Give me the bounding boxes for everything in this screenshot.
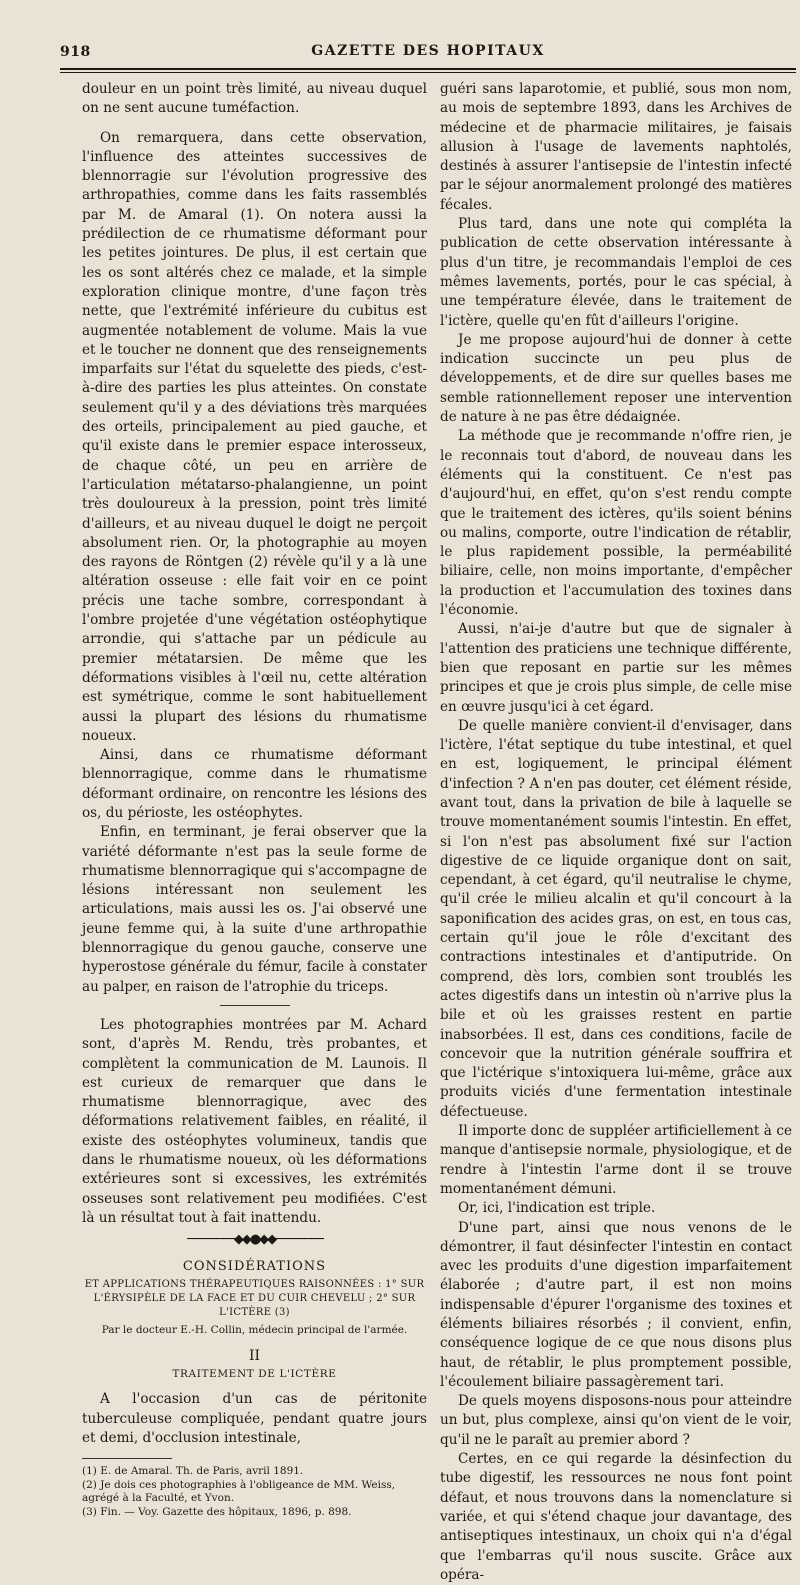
paragraph: De quels moyens disposons-nous pour atteindre un but, plus complexe, ainsi qu'on vient de le voir, qu'il ne le paraît au premier abord ?	[440, 1393, 792, 1448]
header-rule-bottom	[60, 72, 796, 73]
section-number: II	[248, 1348, 261, 1365]
paragraph: Les photographies montrées par M. Achard sont, d'après M. Rendu, très probantes, et complètent la communication de M. Launois. Il est curieux de remarquer que dans le rhumatisme blennorragique, avec des déformations relativement faibles, en réalité, il existe des ostéophytes volumineux, tandis que dans le rhumatisme noueux, où les déformations extérieures sont si excessives, les extrémités osseuses sont relativement peu modifiées. C'est là un résultat tout à fait inattendu.	[82, 1016, 427, 1226]
paragraph: Ainsi, dans ce rhumatisme déformant blennorragique, comme dans le rhumatisme déformant ordinaire, on rencontre les lésions des os, du périoste, les ostéophytes.	[82, 747, 427, 821]
paragraph: Aussi, n'ai-je d'autre but que de signaler à l'attention des praticiens une technique différente, bien que reposant en partie sur les mêmes principes et que je crois plus simple, de celle mise en œuvre jusqu'ici à cet égard.	[440, 621, 792, 715]
paragraph: Je me propose aujourd'hui de donner à cette indication succincte un peu plus de développements, et de dire sur quelles bases me semble rationnellement reposer une intervention de nature à ne pas être dédaignée.	[440, 331, 792, 426]
footnote: (3) Fin. — Voy. Gazette des hôpitaux, 1896, p. 898.	[82, 1505, 352, 1518]
paragraph: douleur en un point très limité, au niveau duquel on ne sent aucune tuméfaction.	[82, 81, 427, 117]
paragraph: Il importe donc de suppléer artificiellement à ce manque d'antisepsie normale, physiologique, et de rendre à l'intestin l'arme dont il se trouve momentanément démuni.	[440, 1123, 792, 1197]
section-author: Par le docteur E.-H. Collin, médecin principal de l'armée.	[101, 1324, 408, 1337]
section-title: CONSIDÉRATIONS	[182, 1259, 327, 1275]
paragraph: guéri sans laparotomie, et publié, sous mon nom, au mois de septembre 1893, dans les Archives de médecine et de pharmacie militaires, je faisais allusion à l'usage de lavements naphtolés, destinés à assurer l'antisepsie de l'intestin infecté par le séjour anormalement prolongé des matières fécales.	[440, 81, 792, 213]
running-title: GAZETTE DES HOPITAUX	[311, 43, 545, 59]
paragraph: Plus tard, dans une note qui compléta la publication de cette observation intéressante à plus d'un titre, je recommandais l'emploi de ces mêmes lavements, portés, pour le cas spécial, à une température élevée, dans le traitement de l'ictère, quelle qu'en fût d'ailleurs l'origine.	[440, 216, 792, 329]
footnote-rule	[82, 1458, 172, 1459]
page-number: 918	[60, 44, 91, 60]
footnote: (1) E. de Amaral. Th. de Paris, avril 1891.	[82, 1465, 304, 1478]
paragraph: Enfin, en terminant, je ferai observer que la variété déformante n'est pas la seule forme de rhumatisme blennorragique qui s'accompagne de lésions intéressant non seulement les articulations, mais aussi les os. J'ai observé une jeune femme qui, à la suite d'une arthropathie blennorragique du genou gauche, conserve une hyperostose générale du fémur, facile à constater au palper, en raison de l'atrophie du triceps.	[82, 824, 427, 995]
paragraph: La méthode que je recommande n'offre rien, je le reconnais tout d'abord, de nouveau dans les éléments qui la constituent. Ce n'est pas d'aujourd'hui, en effet, qu'on s'est rendu compte que le traitement des ictères, qu'ils soient bénins ou malins, comporte, outre l'indication de rétablir, le plus rapidement possible, la perméabilité biliaire, celle, non moins importante, d'empêcher la production et l'accumulation des toxines dans l'économie.	[440, 428, 792, 619]
ornament-divider: ────────◆◆●◆◆────────	[187, 1232, 322, 1248]
paragraph: De quelle manière convient-il d'envisager, dans l'ictère, l'état septique du tube intestinal, et quel en est, logiquement, le principal élément d'infection ? A n'en pas douter, cet élément réside, avant tout, dans la privation de bile à laquelle se trouve momentanément soumis l'intestin. En effet, si l'on n'est pas absolument fixé sur l'action digestive de ce liquide organique dont on sait, cependant, à cet égard, qu'il neutralise le chyme, qu'il crée le milieu alcalin et qu'il concourt à la saponification des acides gras, on est, en tous cas, certain qu'il joue le rôle d'excitant des contractions intestinales et d'antiputride. On comprend, dès lors, combien sont troublés les actes digestifs dans un intestin où n'arrive plus la bile et où les graisses restent en partie inabsorbées. Il est, dans ces conditions, facile de concevoir que la nutrition générale souffrira et que l'ictérique s'intoxiquera lui-même, grâce aux produits viciés d'une fermentation intestinale défectueuse.	[440, 717, 792, 1120]
header-rule-top	[60, 68, 796, 70]
left-column	[82, 80, 427, 1519]
paragraph: D'une part, ainsi que nous venons de le démontrer, il faut désinfecter l'intestin en contact avec les produits d'une digestion imparfaitement élaborée ; d'autre part, il est non moins indispensable d'épurer l'organisme des toxines et éléments biliaires résorbés ; il convient, enfin, conséquence logique de ce que nous disons plus haut, de rétablir, le plus promptement possible, l'écoulement biliaire passagèrement tari.	[440, 1219, 792, 1390]
footnote: (2) Je dois ces photographies à l'obligeance de MM. Weiss, agrégé à la Faculté, et Yvon.	[82, 1478, 396, 1505]
paragraph: A l'occasion d'un cas de péritonite tuberculeuse compliquée, pendant quatre jours et demi, d'occlusion intestinale,	[82, 1391, 427, 1446]
right-column	[440, 80, 792, 1585]
paragraph: Or, ici, l'indication est triple.	[458, 1200, 656, 1217]
paragraph: Certes, en ce qui regarde la désinfection du tube digestif, les ressources ne nous font point défaut, et nous trouvons dans la nomenclature si variée, et qui s'étend chaque jour davantage, des antiseptiques intestinaux, un choix qui n'a d'égal que l'embarras qu'il nous suscite. Grâce aux opéra-	[440, 1451, 792, 1583]
separator-rule	[220, 1005, 290, 1006]
section-subtitle: ET APPLICATIONS THÉRAPEUTIQUES RAISONNÉES : 1° SUR L'ÉRYSIPÈLE DE LA FACE ET DU CUIR CHEVELU ; 2° SUR L'ICTÈRE (3)	[84, 1279, 425, 1319]
paragraph: On remarquera, dans cette observation, l'influence des atteintes successives de blennorragie sur l'évolution progressive des arthropathies, comme dans les faits rassemblés par M. de Amaral (1). On notera aussi la prédilection de ce rhumatisme déformant pour les petites jointures. De plus, il est certain que les os sont altérés chez ce malade, et la simple exploration clinique montre, d'une façon très nette, que l'extrémité inférieure du cubitus est augmentée notablement de volume. Mais la vue et le toucher ne donnent que des renseignements imparfaits sur l'état du squelette des pieds, c'est-à-dire des parties les plus atteintes. On constate seulement qu'il y a des déviations très marquées des orteils, principalement au pied gauche, et qu'il existe dans le premier espace interosseux, de chaque côté, un peu en arrière de l'articulation métatarso-phalangienne, un point très douloureux à la pression, point très limité d'ailleurs, et au niveau duquel le doigt ne perçoit absolument rien. Or, la photographie au moyen des rayons de Röntgen (2) révèle qu'il y a là une altération osseuse : elle fait voir en ce point précis une tache sombre, correspondant à l'ombre projetée d'une végétation ostéophytique arrondie, qui s'attache par un pédicule au premier métatarsien. De même que les déformations visibles à l'œil nu, cette altération est symétrique, comme le sont habituellement aussi la plupart des lésions du rhumatisme noueux.	[82, 129, 427, 744]
chapter-title: TRAITEMENT DE L'ICTÈRE	[172, 1368, 337, 1381]
page-header	[60, 40, 796, 62]
